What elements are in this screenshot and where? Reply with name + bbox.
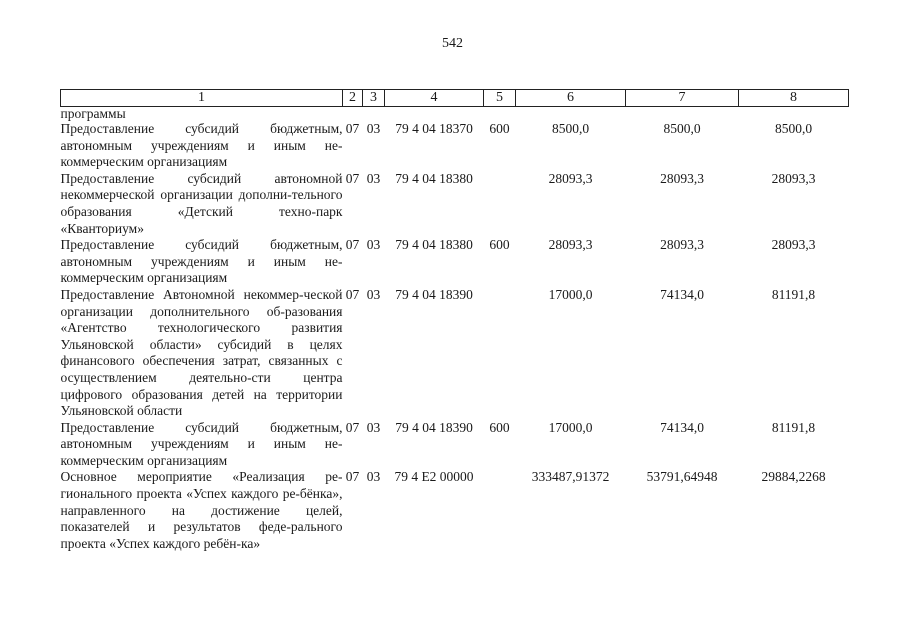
row-value-6: 28093,3 (548, 170, 593, 186)
row-target-article: 79 4 04 18390 (395, 286, 473, 302)
row-name: Предоставление Автономной некоммер-ческой организации дополнительного об-разования «Агентство технологического развития Ульяновской области» субсидий в целях финансового обеспечения затрат, связанных с осуществлением деятельно-сти центра цифрового образования детей на территории Ульяновской области (60, 286, 343, 419)
row-value-8: 28093,3 (771, 237, 816, 253)
row-value-6 (516, 107, 626, 122)
row-name: Основное мероприятие «Реализация ре-гионального проекта «Успех каждого ре-бёнка», направленного на достижение целей, показателей и результатов феде-рального проекта «Успех каждого ребён-ка» (60, 469, 343, 551)
row-value-8: 81191,8 (771, 286, 816, 302)
row-target-article: 79 4 04 18370 (395, 121, 473, 136)
row-name: Предоставление субсидий бюджетным, автономным учреждениям и иным не-коммерческим организациям (60, 121, 343, 170)
col-header-5: 5 (484, 90, 516, 107)
row-value-8: 28093,3 (771, 170, 816, 186)
row-target-article (385, 107, 484, 122)
row-name: Предоставление субсидий бюджетным, автономным учреждениям и иным не-коммерческим организациям (60, 419, 343, 468)
row-expense-type: 600 (489, 419, 510, 435)
row-value-6: 17000,0 (548, 419, 593, 435)
row-value-7: 8500,0 (663, 121, 701, 136)
budget-table (60, 89, 849, 552)
row-name: программы (60, 106, 126, 121)
row-value-8: 81191,8 (771, 419, 816, 435)
row-section: 07 (345, 170, 360, 186)
row-value-7 (626, 107, 739, 122)
row-expense-type (484, 287, 516, 420)
table-row (61, 469, 849, 552)
row-target-article: 79 4 04 18380 (395, 170, 473, 186)
row-target-article: 79 4 E2 00000 (394, 469, 474, 485)
row-expense-type (484, 171, 516, 237)
row-value-6: 28093,3 (548, 237, 593, 253)
row-value-7: 28093,3 (660, 237, 704, 253)
col-header-8: 8 (739, 90, 849, 107)
row-section (343, 107, 363, 122)
table-row (61, 121, 849, 171)
row-value-7: 74134,0 (660, 286, 704, 302)
row-value-6: 333487,91372 (531, 469, 610, 485)
row-name: Предоставление субсидий бюджетным, автономным учреждениям и иным не-коммерческим организациям (60, 237, 343, 286)
row-value-8: 8500,0 (774, 121, 813, 136)
row-value-6: 8500,0 (551, 121, 590, 136)
table-row (61, 237, 849, 287)
header-row (61, 90, 849, 107)
row-value-6: 17000,0 (548, 286, 593, 302)
row-section: 07 (345, 419, 360, 435)
col-header-1: 1 (61, 90, 343, 107)
row-subsection: 03 (366, 469, 381, 485)
row-name: Предоставление субсидий автономной некоммерческой организации дополни-тельного образования «Детский техно-парк «Кванториум» (60, 170, 343, 236)
row-subsection: 03 (366, 419, 381, 435)
row-expense-type: 600 (489, 237, 510, 253)
col-header-6: 6 (516, 90, 626, 107)
row-value-7: 28093,3 (660, 170, 704, 186)
page-number: 542 (442, 36, 463, 51)
table-row (61, 107, 849, 122)
row-expense-type: 600 (489, 121, 510, 136)
col-header-7: 7 (626, 90, 739, 107)
row-section: 07 (345, 121, 360, 136)
row-value-7: 74134,0 (660, 419, 704, 435)
row-subsection: 03 (366, 121, 381, 136)
row-target-article: 79 4 04 18380 (395, 237, 473, 253)
row-value-8: 29884,2268 (761, 469, 826, 485)
row-value-7: 53791,64948 (646, 469, 718, 485)
col-header-2: 2 (343, 90, 363, 107)
row-section: 07 (345, 286, 360, 302)
row-section: 07 (345, 469, 360, 485)
row-section: 07 (345, 237, 360, 253)
row-subsection: 03 (366, 237, 381, 253)
table-row (61, 420, 849, 470)
row-subsection: 03 (366, 286, 381, 302)
row-subsection: 03 (366, 170, 381, 186)
row-expense-type (484, 469, 516, 552)
row-target-article: 79 4 04 18390 (395, 419, 473, 435)
col-header-3: 3 (363, 90, 385, 107)
row-value-8 (739, 107, 849, 122)
table-row (61, 287, 849, 420)
row-subsection (363, 107, 385, 122)
col-header-4: 4 (385, 90, 484, 107)
row-expense-type (484, 107, 516, 122)
table-row (61, 171, 849, 237)
